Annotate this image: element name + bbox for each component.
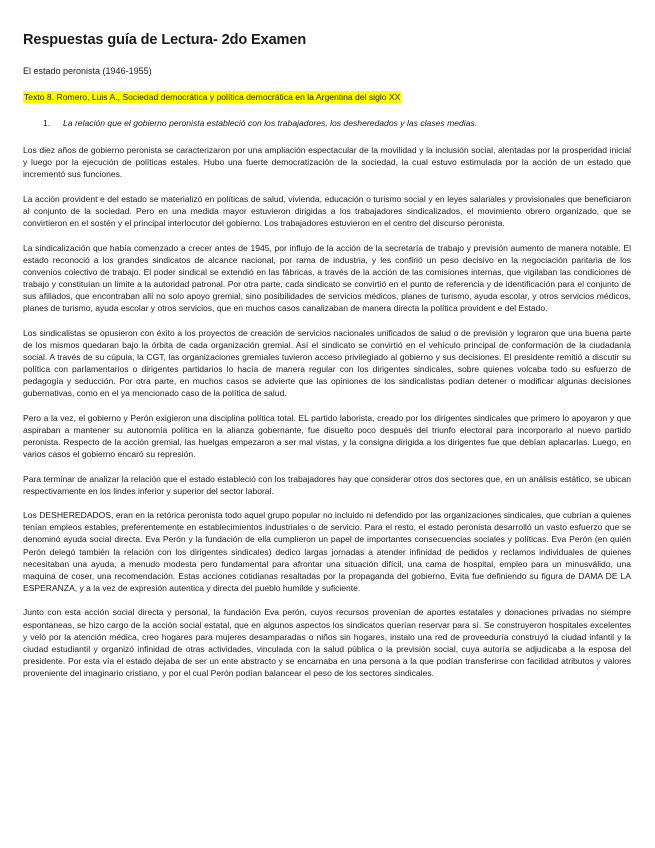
paragraph: Pero a la vez, el gobierno y Perón exigieron una disciplina política total. EL partido laborista, creado por los dirigentes sindicales que primero lo apoyaron y que aspiraban a mantener su autonomía política en la alianza gobernante, fue disuelto poco después del triunfo electoral para incorporarlo al nuevo partido peronista. Respecto de la acción gremial, las huelgas empezaron a ser mal vistas, y la consigna dirigida a los dirigentes fue que debían aplacarlas. Luego, en varios casos el gobierno encaró su represión. [23, 412, 631, 459]
paragraph: Los diez años de gobierno peronista se caracterizaron por una ampliación espectacular de la movilidad y la inclusión social, alentadas por la prosperidad inicial y luego por la ejecución de políticas estales. Hubo una fuerte democratización de la sociedad, la cual estuvo estimulada por la acción de un estado que incrementó sus funciones. [23, 145, 631, 180]
highlighted-reference: Texto 8. Romero, Luis A., Sociedad democrática y política democrática en la Argentina del siglo XX [24, 92, 401, 102]
paragraph: Los sindicalistas se opusieron con éxito a los proyectos de creación de servicios nacionales unificados de salud o de previsión y lograron que una buena parte de los mismos quedaran bajo la órbita de cada organización gremial. Así el sindicato se convirtió en el vehículo principal de conformación de la ciudadanía social. A través de su cúpula, la CGT, las organizaciones gremiales tuvieron acceso privilegiado al gobierno y sus decisiones. El presidente remitió a discutir su política con parlamentarios o dirigentes partidarios lo hacía de manera regular con los dirigentes sindicales, sobre quienes volcaba todo su esfuerzo de pedagogía y seducción. Por otra parte, en muchos casos se advierte que las opiniones de los sindicalistas podían detener o modificar algunas decisiones gubernativas, como en el ya mencionado caso de la política de salud. [23, 327, 631, 399]
question-item [43, 118, 631, 128]
paragraph: La sindicalización que había comenzado a crecer antes de 1945, por influjo de la acción de la secretaría de trabajo y previsión aumento de manera notable. El estado reconoció a los grandes sindicatos de alcance nacional, por rama de industria, y les confirió un peso decisivo en la negociación paritaria de los convenios colectivo de trabajo. El poder sindical se extendió en las fábricas, a través de la acción de las comisiones internas, que vigilaban las condiciones de trabajo y constituían un limite a la autoridad patronal. Por otra parte, cada sindicato se convirtió en el punto de referencia y de identificación para el conjunto de sus afiliados, que encontraban allí no solo apoyo gremial, sino posibilidades de servicios médicos, planes de turismo, ayuda escolar, y otros servicios médicos, planes de turismo, ayuda escolar y otros servicios, que en muchos casos canalizaban de manera directa la política provident e del Estado. [23, 242, 631, 314]
paragraph: La acción provident e del estado se materializó en políticas de salud, vivienda, educación o turismo social y en leyes salariales y provisionales que beneficiaron al conjunto de la sociedad. Pero en una medida mayor estuvieron dirigidas a los trabajadores sindicalizados, el movimiento obrero organizado, que se convirtieron en el sostén y el principal interlocutor del gobierno. Los trabajadores estuvieron en el centro del discurso peronista. [23, 193, 631, 228]
question-text: La relación que el gobierno peronista estableció con los trabajadores, los desheredados y las clases medias. [63, 118, 478, 128]
paragraph: Los DESHEREDADOS, eran en la retórica peronista todo aquel grupo popular no incluido ni defendido por las organizaciones sindicales, que cubrían a quienes tenían empleos estables, preferentemente en establecimientos industriales o de servicio. Para el resto, el estado peronista desarrolló un vasto esfuerzo que se denominó ayuda social directa. Eva Perón y la fundación de ella cumplieron un papel de importantes consecuencias sociales y políticas. Eva Perón (en quién Perón delegó también la relación con los dirigentes sindicales) dedico largas jornadas a atender infinidad de pedidos y reclamos individuales de quienes necesitaban una ayuda, a menudo modesta pero fundamental para afrontar una situación difícil, una cama de hospital, empleo para un minusválido, una maquina de coser, una recomendación. Estas acciones cotidianas resaltadas por la propaganda del gobierno, Evita fue definiendo su figura de DAMA DE LA ESPERANZA, y a la vez de expresión autentica y directa del pueblo humilde y suficiente. [23, 510, 631, 593]
subtitle: El estado peronista (1946-1955) [23, 66, 152, 76]
page-title: Respuestas guía de Lectura- 2do Examen [23, 32, 307, 48]
question-number: 1. [43, 118, 51, 128]
paragraph: Junto con esta acción social directa y personal, la fundación Eva perón, cuyos recursos provenían de aportes estatales y donaciones privadas no siempre espontaneas, se hizo cargo de la acción social estatal, que en algunos aspectos los sindicatos querían reservar para sí. Se construyeron hospitales excelentes y veló por la atención médica, creo hogares para mujeres desamparadas o niños sin hogares, instalo una red de proveeduría construyó la ciudad infantil y la ciudad estudiantil y organizó infinidad de otras actividades, vinculada con la salud pública o la previsión social, cuya autoría se adjudicaba a la esposa del presidente. Por esta vía el estado dejaba de ser un ente abstracto y se encarnaba en una persona a la que podían transferirse con facilidad atributos y valores proveniente del imaginario cristiano, y por el cual Perón podían balancear el peso de los sectores sindicales. [23, 607, 631, 678]
paragraph: Para terminar de analizar la relación que el estado estableció con los trabajadores hay que considerar otros dos sectores que, en un análisis estático, se ubican respectivamente en los lindes inferior y superior del sector laboral. [23, 473, 631, 496]
reference-line [23, 92, 631, 102]
